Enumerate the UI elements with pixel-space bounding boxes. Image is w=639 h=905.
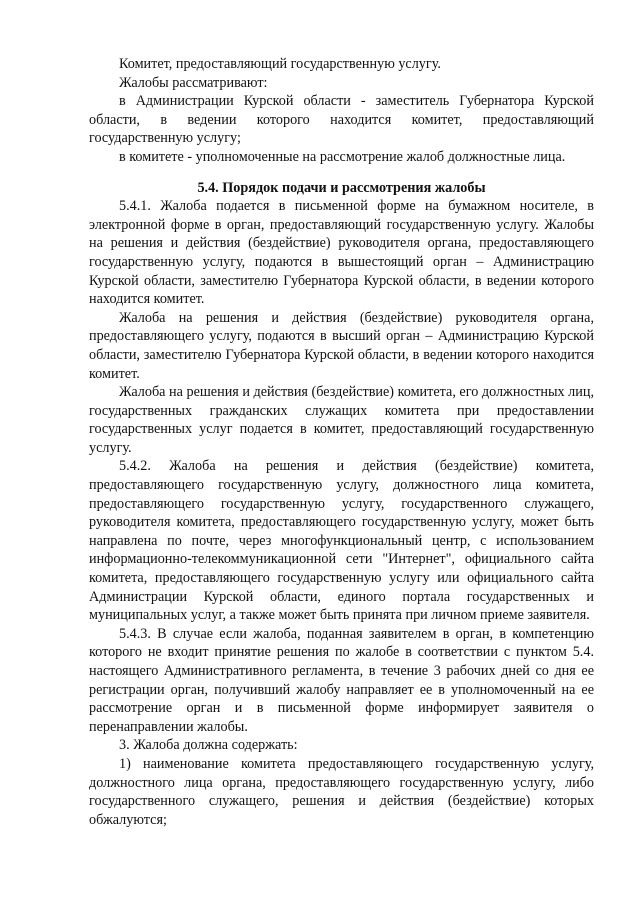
- paragraph-5-4-1: 5.4.1. Жалоба подается в письменной форме на бумажном носителе, в электронной форме в орган, предоставляющий государственную услугу. Жалобы на решения и действия (бездействие) руководителя органа, предоставляющего государственную услугу, подаются в вышестоящий орган – Администрацию Курской области, заместителю Губернатора Курской области, в ведении которого находится комитет.: [89, 198, 594, 308]
- paragraph-complaints-reviewed: Жалобы рассматривают:: [119, 74, 268, 91]
- paragraph-head-complaint: Жалоба на решения и действия (бездействие) руководителя органа, предоставляющего услугу, подаются в высший орган – Администрацию Курской области, заместителю Губернатора Курской области, в ведении которого находится комитет.: [89, 309, 594, 382]
- paragraph-complaint-contents: 3. Жалоба должна содержать:: [119, 737, 298, 754]
- paragraph-committee-officials: в комитете - уполномоченные на рассмотрение жалоб должностные лица.: [119, 148, 566, 165]
- paragraph-5-4-2: 5.4.2. Жалоба на решения и действия (бездействие) комитета, предоставляющего государственную услугу, должностного лица комитета, предоставляющего государственную услугу, государственного служащего, руководителя комитета, предоставляющего государственную услугу, может быть направлена по почте, через многофункциональный центр, с использованием информационно-телекоммуникационной сети "Интернет", официального сайта комитета, предоставляющего государственную услугу или официального сайта Администрации Курской области, единого портала государственных и муниципальных услуг, а также может быть принята при личном приеме заявителя.: [89, 458, 594, 624]
- document-body: [89, 55, 594, 829]
- paragraph-administration: в Администрации Курской области - заместитель Губернатора Курской области, в ведении которого находится комитет, предоставляющий государственную услугу;: [89, 93, 594, 147]
- paragraph-committee: Комитет, предоставляющий государственную услугу.: [119, 56, 441, 72]
- section-heading: 5.4. Порядок подачи и рассмотрения жалобы: [197, 179, 486, 196]
- paragraph-5-4-3: 5.4.3. В случае если жалоба, поданная заявителем в орган, в компетенцию которого не входит принятие решения по жалобе в соответствии с пунктом 5.4. настоящего Административного регламента, в течение 3 рабочих дней со дня ее регистрации орган, получивший жалобу направляет ее в уполномоченный на ее рассмотрение орган и в письменной форме информирует заявителя о перенаправлении жалобы.: [89, 625, 594, 735]
- paragraph-committee-complaint: Жалоба на решения и действия (бездействие) комитета, его должностных лиц, государственных гражданских служащих комитета при предоставлении государственных услуг подается в комитет, предоставляющий государственную услугу.: [89, 384, 594, 456]
- paragraph-item-1: 1) наименование комитета предоставляющего государственную услугу, должностного лица органа, предоставляющего государственную услугу, либо государственного служащего, решения и действия (бездействие) которых обжалуются;: [89, 755, 594, 828]
